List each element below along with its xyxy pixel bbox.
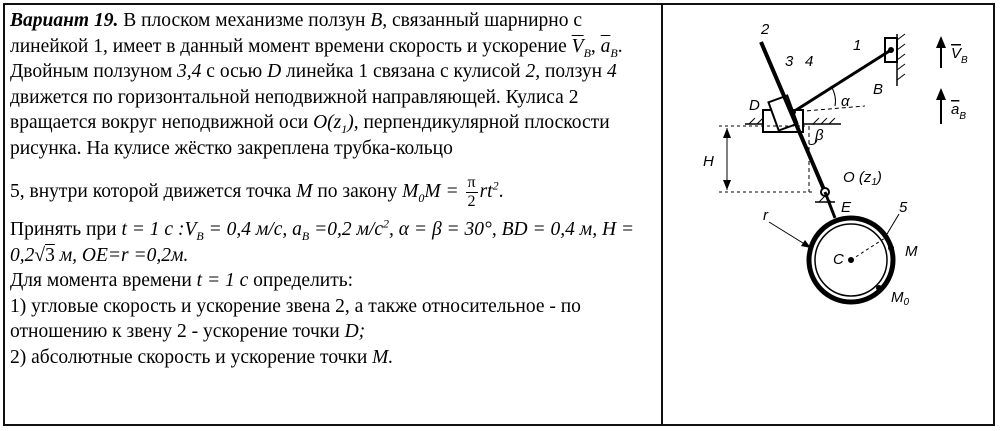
label-1: 1	[853, 37, 862, 54]
guide-hatching	[897, 34, 905, 80]
radius-line	[851, 238, 885, 260]
label-e: E	[841, 199, 852, 216]
h-arrow-top	[723, 128, 731, 138]
label-c: C	[833, 251, 844, 268]
text-span: = 0,4 м/с, a	[208, 219, 302, 240]
label-ab: $a_B$	[951, 101, 967, 122]
subscript: B	[583, 45, 591, 60]
text-span: =0,2 м/с	[314, 219, 384, 240]
text-span: ползун	[544, 61, 603, 82]
column-divider	[661, 3, 663, 426]
text-span: 1) угловые скорость и ускорение звена 2, а также относительное - по отношению к звену 2 - ускорение точки	[10, 295, 581, 342]
label-5: 5	[899, 199, 908, 216]
label-4: 4	[805, 53, 814, 70]
text-span: t = 1 c :V	[121, 219, 197, 240]
fraction-denominator: 2	[467, 193, 476, 210]
paragraph-4	[10, 268, 658, 294]
label-m0: $M_0$	[891, 289, 910, 308]
velocity-symbol: $\overline{V}$	[571, 35, 584, 57]
law-rhs: rt	[479, 180, 493, 202]
text-span: 2,	[525, 61, 541, 82]
label-r: r	[763, 207, 768, 224]
label-m: M	[905, 243, 918, 260]
ab-arrow-head	[936, 88, 946, 100]
subscript: B	[301, 228, 310, 243]
law-lhs: M	[402, 180, 419, 202]
text-span: 4	[606, 61, 617, 82]
label-beta: β	[815, 127, 824, 144]
label-3: 3	[785, 53, 794, 70]
sqrt-value: 3	[45, 244, 55, 266]
paragraph-3	[10, 217, 658, 268]
label-vb: $V_B$	[951, 45, 968, 66]
rod-oe	[825, 192, 835, 218]
text-span: по закону	[317, 180, 398, 202]
text-span: линейка 1 связана с кулисой	[286, 61, 521, 82]
label-2: 2	[761, 21, 770, 38]
text-span: связанный шарнирно с линейкой 1, имеет в данный момент времени скорость и ускорение	[10, 10, 582, 57]
fraction-numerator: π	[467, 174, 476, 191]
text-span: O(z	[313, 112, 342, 133]
law-mid: M =	[424, 180, 459, 202]
text-span: с осью	[206, 61, 263, 82]
label-alpha: α	[841, 93, 850, 110]
variant-label: Вариант 19.	[10, 10, 119, 31]
text-span: D	[267, 61, 282, 82]
mechanism-diagram	[665, 6, 993, 424]
label-d: D	[749, 97, 760, 114]
paragraph-1: Вариант 19. В плоском механизме ползун B, связанный шарнирно с линейкой 1, имеет в данный момент времени скорость и ускорение $\overline{V}_B$, $\overline{a}_B$. Двойным ползуном 3,4 с осью D линейка 1 связана с кулисой 2, ползун 4 движется по горизонтальной неподвижной направляющей. Кулиса 2 вращается вокруг неподвижной оси $O(z_1)$, перпендикулярной плоскости рисунка. На кулисе жёстко закреплена трубка-кольцо	[10, 10, 623, 159]
superscript: 2	[383, 216, 390, 231]
text-span: движется по горизонтальной неподвижной направляющей. Кулиса 2 вращается вокруг неподвижной оси	[10, 86, 579, 133]
text-span: , α = β = 30°, BD =	[389, 219, 546, 240]
subscript: 0	[418, 190, 425, 205]
text-span: M.	[372, 346, 394, 368]
text-span: 5, внутри которой движется точка	[10, 180, 292, 202]
text-span: перпендикулярной плоскости рисунка. На кулисе жёстко закреплена трубка-кольцо	[10, 112, 610, 159]
text-span: M	[296, 180, 313, 202]
text-span: t = 1 c	[196, 270, 249, 291]
text-span: Принять при	[10, 219, 117, 240]
subscript: 1	[341, 121, 348, 136]
text-span: 0,4 м, H = 0,2	[10, 219, 635, 266]
text-span: Для момента времени	[10, 270, 192, 291]
task-text	[10, 8, 658, 370]
acceleration-symbol: $\overline{a}$	[600, 35, 611, 57]
point-m0	[876, 285, 882, 291]
text-span: B,	[370, 10, 388, 31]
vb-arrow-head	[936, 36, 946, 48]
law-fraction	[466, 174, 478, 211]
text-span: 3,4	[177, 61, 202, 82]
paragraph-6	[10, 345, 658, 371]
point-m	[888, 245, 894, 251]
text-span: определить:	[253, 270, 354, 291]
subscript: B	[196, 228, 204, 243]
h-arrow-bottom	[723, 180, 731, 190]
text-span: .	[498, 180, 504, 202]
paragraph-5	[10, 294, 658, 345]
label-b: B	[873, 81, 884, 98]
label-o: O $(z_1)$	[843, 169, 882, 188]
superscript: 2	[492, 178, 499, 193]
text-span: . Двойным ползуном	[10, 35, 623, 82]
text-span: м, OE=r =0,2м.	[59, 244, 189, 266]
paragraph-2	[10, 174, 658, 211]
label-h: H	[703, 153, 714, 170]
text-span: D;	[344, 321, 366, 342]
text-span: 2) абсолютные скорость и ускорение точки	[10, 346, 368, 368]
subscript: B	[610, 45, 618, 60]
sqrt-sign: √	[34, 244, 46, 266]
text-span: ),	[347, 112, 359, 133]
text-span: В плоском механизме ползун	[123, 10, 366, 31]
